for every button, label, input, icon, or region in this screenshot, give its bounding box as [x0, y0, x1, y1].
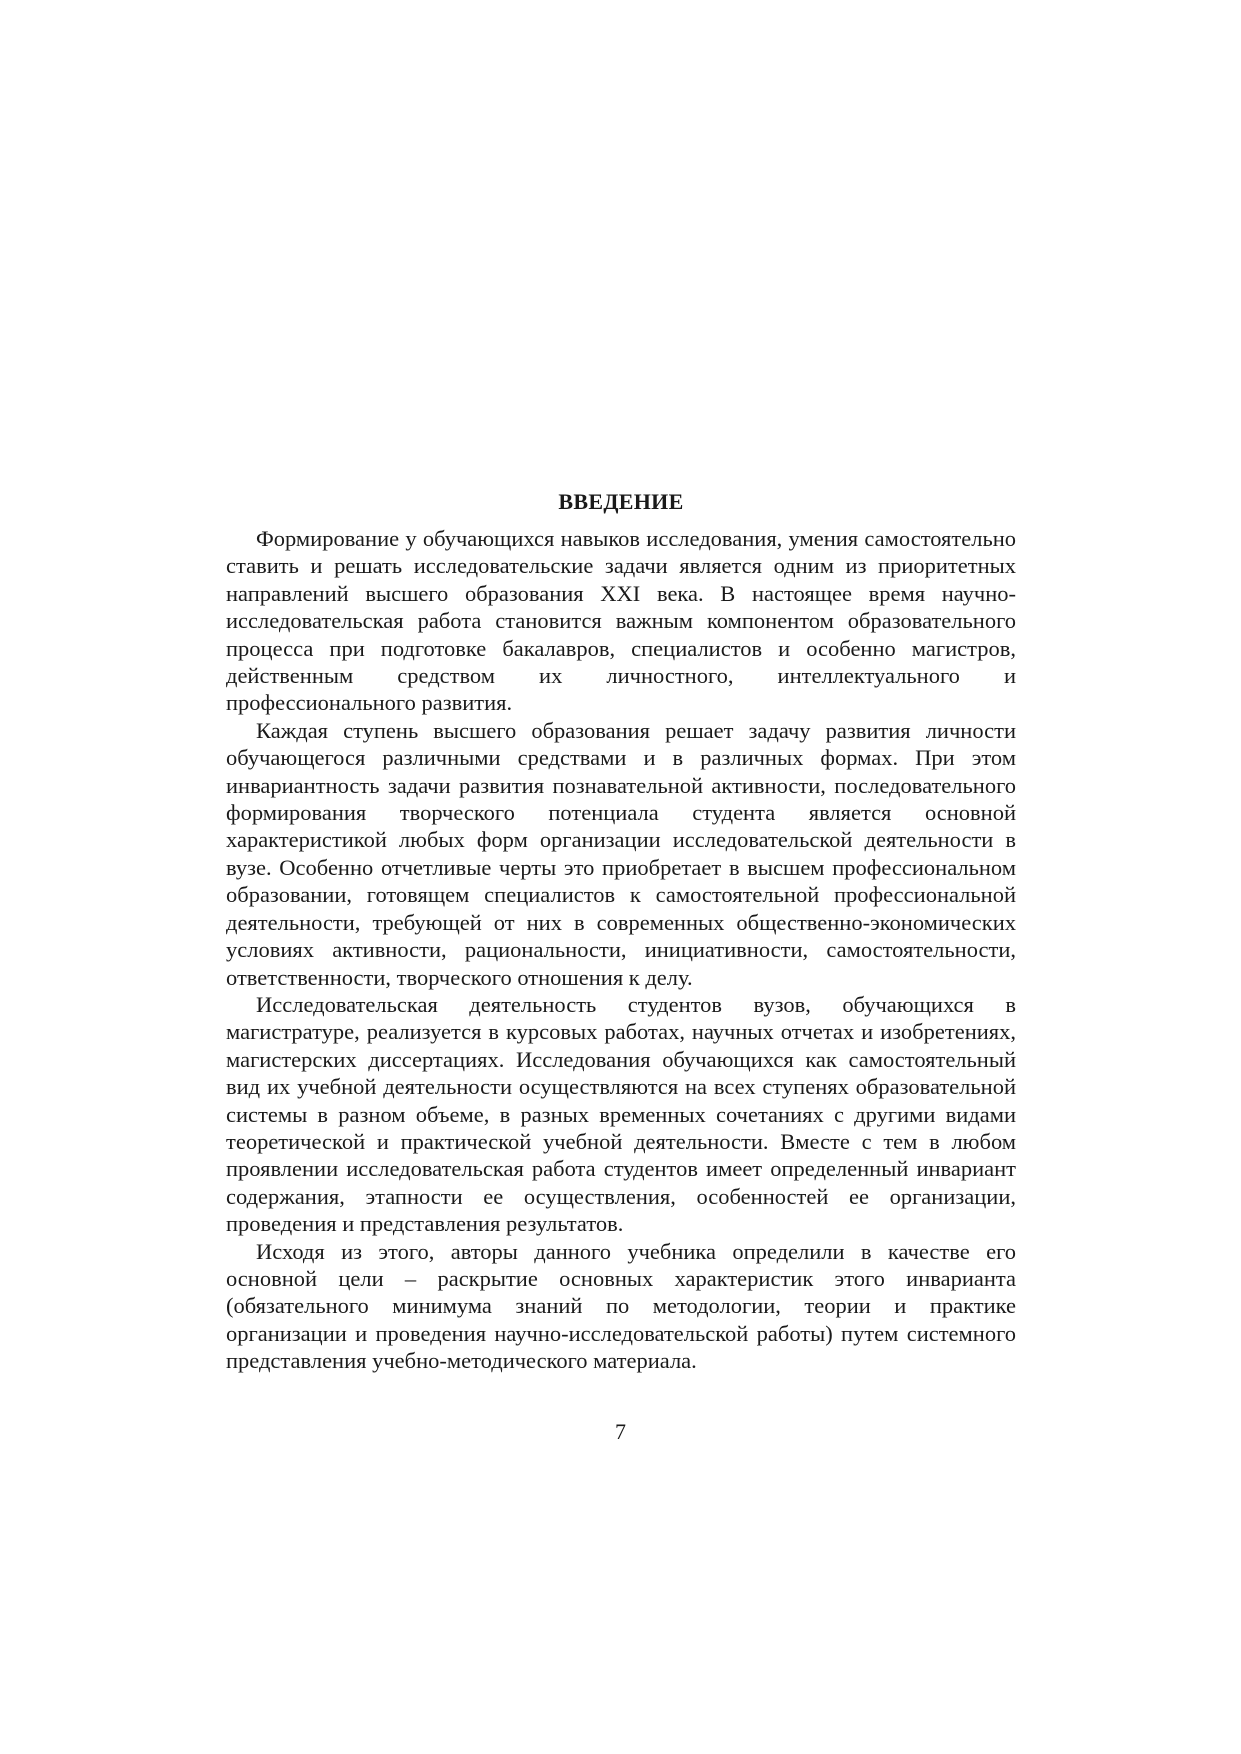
section-heading: ВВЕДЕНИЕ [558, 489, 684, 514]
page-number: 7 [615, 1419, 626, 1444]
paragraph-1: Формирование у обучающихся навыков исследования, умения самостоятельно ставить и решать исследовательские задачи является одним из приоритетных направлений высшего образования XXI века. В настоящее время научно-исследовательская работа становится важным компонентом образовательного процесса при подготовке бакалавров, специалистов и особенно магистров, действенным средством их личностного, интеллектуального и профессионального развития. [226, 526, 1016, 716]
text-block [226, 487, 1016, 1375]
paragraph-4: Исходя из этого, авторы данного учебника определили в качестве его основной цели – раскрытие основных характеристик этого инварианта (обязательного минимума знаний по методологии, теории и практике организации и проведения научно-исследовательской работы) путем системного представления учебно-методического материала. [226, 1238, 1016, 1374]
paragraph-3: Исследовательская деятельность студентов вузов, обучающихся в магистратуре, реализуется в курсовых работах, научных отчетах и изобретениях, магистерских диссертациях. Исследования обучающихся как самостоятельный вид их учебной деятельности осуществляются на всех ступенях образовательной системы в разном объеме, в разных временных сочетаниях с другими видами теоретической и практической учебной деятельности. Вместе с тем в любом проявлении исследовательская работа студентов имеет определенный инвариант содержания, этапности ее осуществления, особенностей ее организации, проведения и представления результатов. [226, 991, 1016, 1237]
paragraph-2: Каждая ступень высшего образования решает задачу развития личности обучающегося различными средствами и в различных формах. При этом инвариантность задачи развития познавательной активности, последовательного формирования творческого потенциала студента является основной характеристикой любых форм организации исследовательской деятельности в вузе. Особенно отчетливые черты это приобретает в высшем профессиональном образовании, готовящем специалистов к самостоятельной профессиональной деятельности, требующей от них в современных общественно-экономических условиях активности, рациональности, инициативности, самостоятельности, ответственности, творческого отношения к делу. [226, 717, 1016, 990]
